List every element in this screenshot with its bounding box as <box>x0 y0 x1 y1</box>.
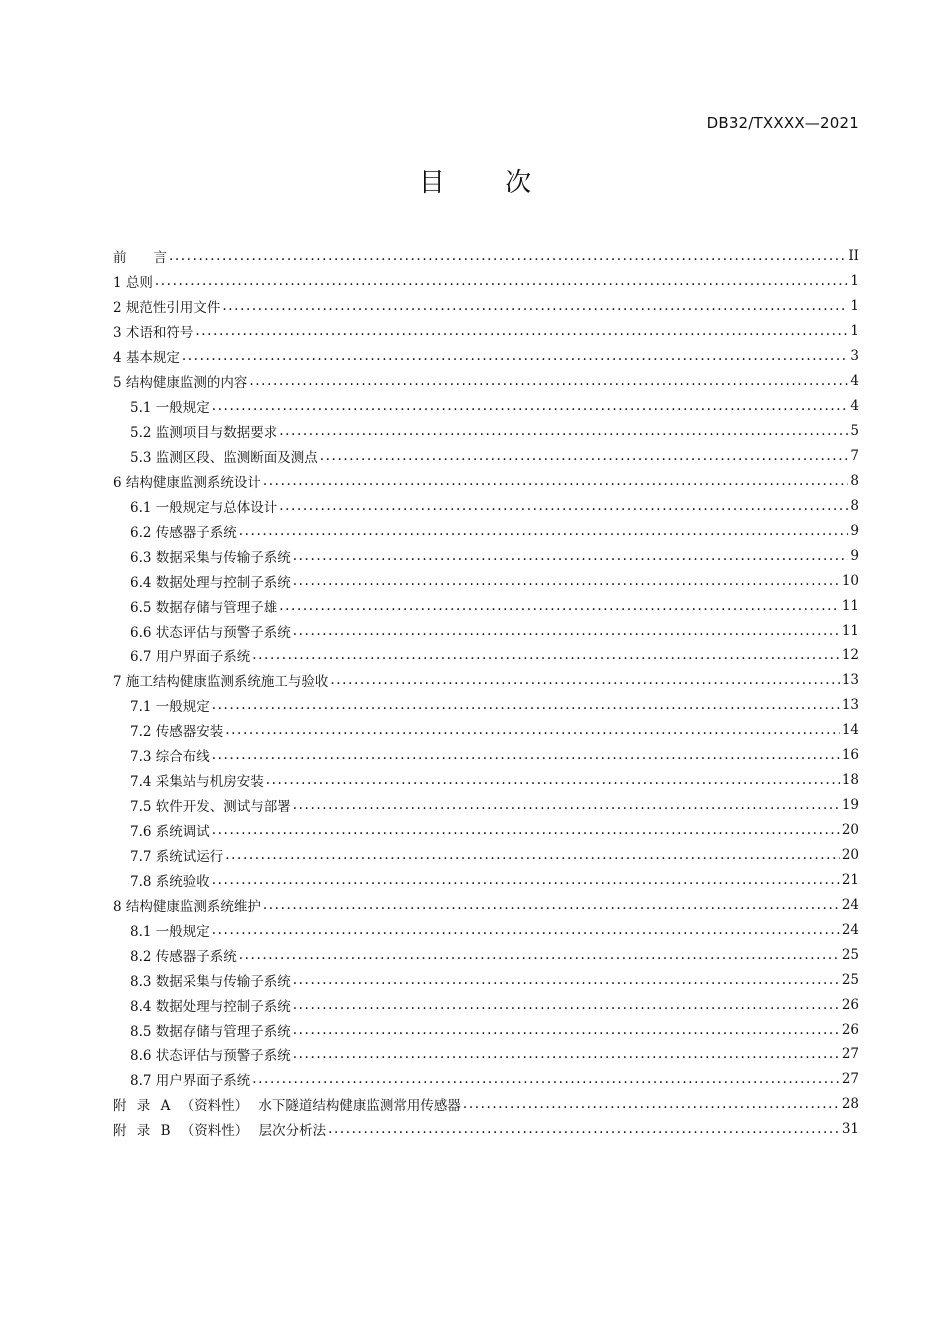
toc-entry[interactable] <box>113 294 859 319</box>
toc-entry-label: 8.7 用户界面子系统 <box>130 1073 251 1090</box>
toc-dot-leader <box>223 847 840 863</box>
toc-entry-page: 9 <box>850 547 859 564</box>
toc-entry-page: 13 <box>841 672 859 689</box>
toc-entry-page: 26 <box>841 996 859 1013</box>
toc-entry-label: 5.1 一般规定 <box>130 400 210 417</box>
toc-entry-label: 8.6 状态评估与预警子系统 <box>130 1048 291 1065</box>
toc-entry-label: 5.2 监测项目与数据要求 <box>130 425 278 442</box>
toc-entry[interactable] <box>113 768 859 793</box>
toc-entry-page: 8 <box>850 472 859 489</box>
toc-entry-page: 3 <box>850 348 859 365</box>
toc-entry-page: 7 <box>850 447 859 464</box>
toc-entry[interactable] <box>113 793 859 818</box>
toc-entry[interactable] <box>113 593 859 618</box>
toc-entry-page: 31 <box>841 1121 859 1138</box>
toc-dot-leader <box>210 747 840 763</box>
toc-entry-label: 5 结构健康监测的内容 <box>113 375 248 392</box>
toc-entry[interactable] <box>113 1067 859 1092</box>
toc-entry-page: 13 <box>841 697 859 714</box>
toc-entry-page: 4 <box>850 398 859 415</box>
toc-entry[interactable] <box>113 468 859 493</box>
toc-entry-label: 6.5 数据存储与管理子雄 <box>130 599 278 616</box>
toc-dot-leader <box>153 273 849 289</box>
toc-entry-page: 20 <box>841 846 859 863</box>
toc-entry[interactable] <box>113 693 859 718</box>
toc-entry[interactable] <box>113 1042 859 1067</box>
toc-dot-leader <box>291 1022 840 1038</box>
toc-dot-leader <box>291 548 849 564</box>
toc-entry-label: 附 录 B （资料性） 层次分析法 <box>113 1123 327 1140</box>
toc-entry[interactable] <box>113 319 859 344</box>
toc-entry[interactable] <box>113 967 859 992</box>
toc-entry-page: 14 <box>841 722 859 739</box>
toc-entry-label: 6.1 一般规定与总体设计 <box>130 499 278 516</box>
toc-entry-label: 1 总则 <box>113 275 153 292</box>
toc-entry[interactable] <box>113 818 859 843</box>
toc-entry-label: 7.4 采集站与机房安装 <box>130 774 264 791</box>
toc-entry-label: 7.3 综合布线 <box>130 749 210 766</box>
toc-dot-leader <box>180 348 849 364</box>
toc-entry-label: 8.3 数据采集与传输子系统 <box>130 973 291 990</box>
toc-dot-leader <box>261 897 840 913</box>
page-title: 目 次 <box>418 168 558 198</box>
toc-entry[interactable] <box>113 1017 859 1042</box>
toc-dot-leader <box>318 448 849 464</box>
toc-entry-page: 24 <box>841 896 859 913</box>
toc-entry-label: 8.5 数据存储与管理子系统 <box>130 1023 291 1040</box>
toc-entry-page: 8 <box>850 497 859 514</box>
toc-entry[interactable] <box>113 992 859 1017</box>
toc-entry-page: II <box>848 248 859 265</box>
toc-entry-label: 7 施工结构健康监测系统施工与验收 <box>113 674 329 691</box>
toc-entry-label: 7.8 系统验收 <box>130 873 210 890</box>
toc-entry-page: 18 <box>841 772 859 789</box>
toc-entry-page: 19 <box>841 797 859 814</box>
toc-entry-page: 28 <box>841 1096 859 1113</box>
toc-entry[interactable] <box>113 942 859 967</box>
toc-entry-page: 25 <box>841 971 859 988</box>
toc-entry-page: 25 <box>841 946 859 963</box>
toc-dot-leader <box>250 647 840 663</box>
toc-entry-label: 6.7 用户界面子系统 <box>130 649 251 666</box>
toc-entry-label: 7.7 系统试运行 <box>130 848 224 865</box>
toc-entry-label: 8.1 一般规定 <box>130 923 210 940</box>
toc-entry-label: 6.2 传感器子系统 <box>130 524 237 541</box>
toc-dot-leader <box>250 1071 840 1087</box>
toc-entry[interactable] <box>113 643 859 668</box>
toc-entry-label: 6 结构健康监测系统设计 <box>113 474 261 491</box>
toc-entry-page: 5 <box>850 423 859 440</box>
toc-dot-leader <box>291 797 840 813</box>
toc-entry[interactable] <box>113 867 859 892</box>
toc-dot-leader <box>277 598 840 614</box>
toc-entry[interactable] <box>113 917 859 942</box>
toc-entry-page: 20 <box>841 822 859 839</box>
toc-entry-label: 6.3 数据采集与传输子系统 <box>130 549 291 566</box>
toc-entry[interactable] <box>113 1117 859 1142</box>
toc-entry[interactable] <box>113 1092 859 1117</box>
document-code: DB32/TXXXX—2021 <box>706 114 859 132</box>
toc-entry-label: 5.3 监测区段、监测断面及测点 <box>130 449 318 466</box>
toc-dot-leader <box>261 473 849 489</box>
toc-entry-page: 27 <box>841 1046 859 1063</box>
toc-entry-page: 24 <box>841 921 859 938</box>
toc-entry[interactable] <box>113 718 859 743</box>
toc-entry-label: 2 规范性引用文件 <box>113 300 221 317</box>
toc-entry[interactable] <box>113 518 859 543</box>
toc-entry[interactable] <box>113 892 859 917</box>
toc-entry[interactable] <box>113 344 859 369</box>
toc-entry-page: 11 <box>841 622 859 639</box>
toc-entry-label: 8.2 传感器子系统 <box>130 948 237 965</box>
toc-entry-label: 7.1 一般规定 <box>130 699 210 716</box>
toc-dot-leader <box>237 523 849 539</box>
toc-dot-leader <box>291 972 840 988</box>
toc-dot-leader <box>264 772 840 788</box>
toc-entry-label: 6.6 状态评估与预警子系统 <box>130 624 291 641</box>
toc-dot-leader <box>210 697 840 713</box>
toc-entry[interactable] <box>113 843 859 868</box>
toc-dot-leader <box>210 398 849 414</box>
toc-dot-leader <box>461 1096 840 1112</box>
toc-entry[interactable] <box>113 743 859 768</box>
toc-entry-label: 7.2 传感器安装 <box>130 724 224 741</box>
toc-dot-leader <box>291 997 840 1013</box>
toc-entry-label: 前 言 <box>113 250 167 267</box>
toc-entry[interactable] <box>113 419 859 444</box>
toc-entry-page: 26 <box>841 1021 859 1038</box>
toc-entry-page: 1 <box>850 323 859 340</box>
toc-entry-page: 21 <box>841 871 859 888</box>
toc-entry-label: 3 术语和符号 <box>113 325 194 342</box>
toc-entry-page: 12 <box>841 647 859 664</box>
toc-dot-leader <box>223 722 840 738</box>
toc-entry-page: 9 <box>850 522 859 539</box>
toc-dot-leader <box>326 1121 840 1137</box>
toc-entry[interactable] <box>113 618 859 643</box>
toc-dot-leader <box>210 872 840 888</box>
toc-entry[interactable] <box>113 244 859 269</box>
toc-dot-leader <box>277 498 848 514</box>
toc-dot-leader <box>247 373 848 389</box>
toc-dot-leader <box>291 1046 840 1062</box>
toc-entry[interactable] <box>113 444 859 469</box>
toc-entry-page: 27 <box>841 1071 859 1088</box>
table-of-contents <box>113 244 859 1142</box>
toc-dot-leader <box>237 947 840 963</box>
toc-dot-leader <box>210 922 840 938</box>
toc-entry[interactable] <box>113 493 859 518</box>
toc-entry[interactable] <box>113 668 859 693</box>
toc-entry[interactable] <box>113 369 859 394</box>
toc-dot-leader <box>210 822 840 838</box>
toc-entry-page: 1 <box>850 273 859 290</box>
toc-entry-label: 8 结构健康监测系统维护 <box>113 898 261 915</box>
toc-entry-page: 10 <box>841 572 859 589</box>
toc-entry-label: 6.4 数据处理与控制子系统 <box>130 574 291 591</box>
toc-entry[interactable] <box>113 394 859 419</box>
toc-dot-leader <box>328 672 839 688</box>
toc-entry-label: 附 录 A （资料性） 水下隧道结构健康监测常用传感器 <box>113 1098 461 1115</box>
toc-dot-leader <box>277 423 848 439</box>
toc-entry[interactable] <box>113 543 859 568</box>
toc-entry-page: 1 <box>850 298 859 315</box>
toc-entry-label: 4 基本规定 <box>113 350 180 367</box>
toc-entry-label: 8.4 数据处理与控制子系统 <box>130 998 291 1015</box>
toc-entry-label: 7.5 软件开发、测试与部署 <box>130 799 291 816</box>
toc-dot-leader <box>291 623 840 639</box>
toc-entry-page: 4 <box>850 373 859 390</box>
toc-entry[interactable] <box>113 568 859 593</box>
toc-dot-leader <box>193 323 848 339</box>
toc-entry-page: 16 <box>841 747 859 764</box>
toc-entry-page: 11 <box>841 597 859 614</box>
toc-entry-label: 7.6 系统调试 <box>130 824 210 841</box>
toc-dot-leader <box>291 573 840 589</box>
toc-dot-leader <box>220 298 848 314</box>
toc-entry[interactable] <box>113 269 859 294</box>
toc-dot-leader <box>167 248 846 264</box>
